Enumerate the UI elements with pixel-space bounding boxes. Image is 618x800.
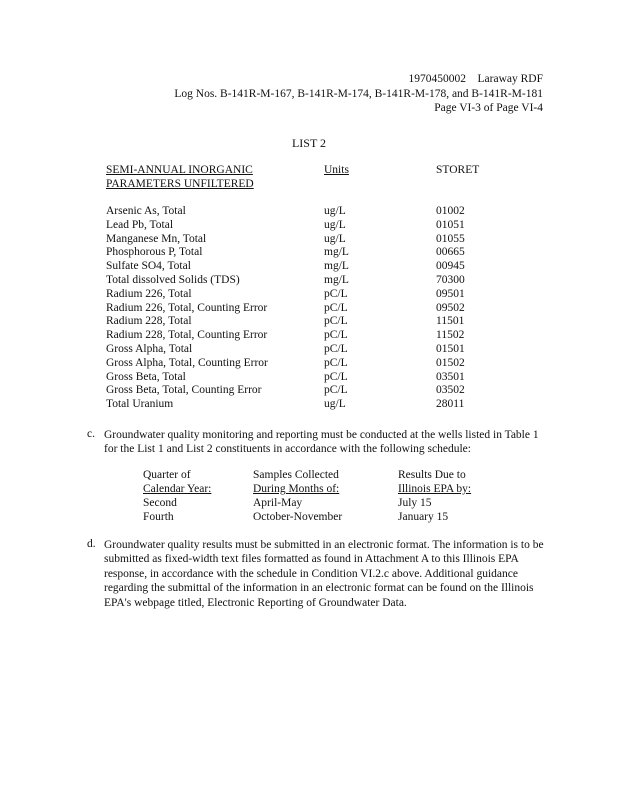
storet-cell: 01051 xyxy=(436,218,465,231)
parameter-cell: Sulfate SO4, Total xyxy=(106,260,191,273)
log-numbers: Log Nos. B-141R-M-167, B-141R-M-174, B-141R-M-178, and B-141R-M-181 xyxy=(174,87,543,100)
unit-cell: ug/L xyxy=(324,205,346,217)
unit-cell: pC/L xyxy=(324,287,348,300)
quarter-header-line2: Calendar Year: xyxy=(143,483,212,495)
unit-cell: pC/L xyxy=(324,329,348,342)
parameter-cell: Gross Alpha, Total xyxy=(106,342,193,355)
para-d-marker: d. xyxy=(87,538,96,550)
unit-cell: pC/L xyxy=(324,384,348,397)
parameter-cell: Radium 226, Total xyxy=(106,287,192,300)
storet-cell: 11501 xyxy=(436,315,465,328)
parameter-cell: Gross Beta, Total xyxy=(106,370,186,383)
unit-cell: pC/L xyxy=(324,356,348,369)
parameter-cell: Gross Beta, Total, Counting Error xyxy=(106,384,262,397)
page-header xyxy=(174,72,543,116)
results-header-line2: Illinois EPA by: xyxy=(398,483,472,495)
parameter-cell: Radium 228, Total xyxy=(106,315,192,328)
parameters-column-header xyxy=(106,163,254,191)
samples-header-line1: Samples Collected xyxy=(253,469,339,481)
parameter-cell: Gross Alpha, Total, Counting Error xyxy=(106,356,268,369)
months-cell: October-November xyxy=(253,511,343,523)
unit-cell: pC/L xyxy=(324,370,348,383)
parameter-cell: Manganese Mn, Total xyxy=(106,232,207,245)
unit-cell: pC/L xyxy=(324,301,348,314)
storet-cell: 00665 xyxy=(436,246,465,259)
storet-cell: 70300 xyxy=(436,273,465,286)
para-c-marker: c. xyxy=(87,428,95,440)
parameter-cell: Arsenic As, Total xyxy=(106,205,186,217)
storet-cell: 01502 xyxy=(436,356,465,369)
parameter-cell: Phosphorous P, Total xyxy=(106,246,203,259)
document-id: 1970450002 Laraway RDF xyxy=(408,73,543,85)
unit-cell: mg/L xyxy=(324,260,349,273)
unit-cell: ug/L xyxy=(324,398,346,411)
storet-cell: 09502 xyxy=(436,301,465,314)
para-c-text: Groundwater quality monitoring and reporting must be conducted at the wells listed in Table 1 for the List 1 and List 2 constituents in accordance with the following schedule: xyxy=(104,429,539,456)
due-cell: January 15 xyxy=(398,511,449,523)
parameters-header-line1: SEMI-ANNUAL INORGANIC xyxy=(106,164,253,176)
parameter-cell: Lead Pb, Total xyxy=(106,218,174,231)
parameters-header-line2: PARAMETERS UNFILTERED xyxy=(106,178,254,190)
storet-cell: 28011 xyxy=(436,398,465,411)
para-d-text: Groundwater quality results must be submitted in an electronic format. The information is to be submitted as fixed-width text files formatted as found in Attachment A to this Illinois EPA response, in accordance with the schedule in Condition VI.2.c above. Additional guidance regarding the submittal of the information in an electronic format can be found on the Illinois EPA's webpage titled, Electronic Reporting of Groundwater Data. xyxy=(104,539,544,609)
unit-cell: mg/L xyxy=(324,246,349,259)
unit-cell: mg/L xyxy=(324,273,349,286)
quarter-cell: Fourth xyxy=(143,511,174,523)
due-cell: July 15 xyxy=(398,497,432,509)
quarter-cell: Second xyxy=(143,497,177,509)
parameter-cell: Radium 228, Total, Counting Error xyxy=(106,329,268,342)
unit-cell: ug/L xyxy=(324,232,346,245)
storet-cell: 01501 xyxy=(436,342,465,355)
storet-column-header: STORET xyxy=(436,164,480,176)
parameter-cell: Total Uranium xyxy=(106,398,174,411)
storet-cell: 00945 xyxy=(436,260,465,273)
storet-cell: 11502 xyxy=(436,329,465,342)
storet-cell: 09501 xyxy=(436,287,465,300)
unit-cell: ug/L xyxy=(324,218,346,231)
unit-cell: pC/L xyxy=(324,342,348,355)
page-number: Page VI-3 of Page VI-4 xyxy=(434,102,543,114)
storet-cell: 01002 xyxy=(436,205,465,217)
unit-cell: pC/L xyxy=(324,315,348,328)
list-title: LIST 2 xyxy=(291,136,327,150)
samples-header-line2: During Months of: xyxy=(253,483,340,495)
storet-cell: 01055 xyxy=(436,232,465,245)
storet-cell: 03501 xyxy=(436,370,465,383)
quarter-header-line1: Quarter of xyxy=(143,469,191,481)
units-column-header: Units xyxy=(324,164,349,176)
storet-cell: 03502 xyxy=(436,384,465,397)
parameter-cell: Radium 226, Total, Counting Error xyxy=(106,301,268,314)
months-cell: April-May xyxy=(253,497,303,509)
parameter-cell: Total dissolved Solids (TDS) xyxy=(106,273,240,286)
results-header-line1: Results Due to xyxy=(398,469,466,481)
